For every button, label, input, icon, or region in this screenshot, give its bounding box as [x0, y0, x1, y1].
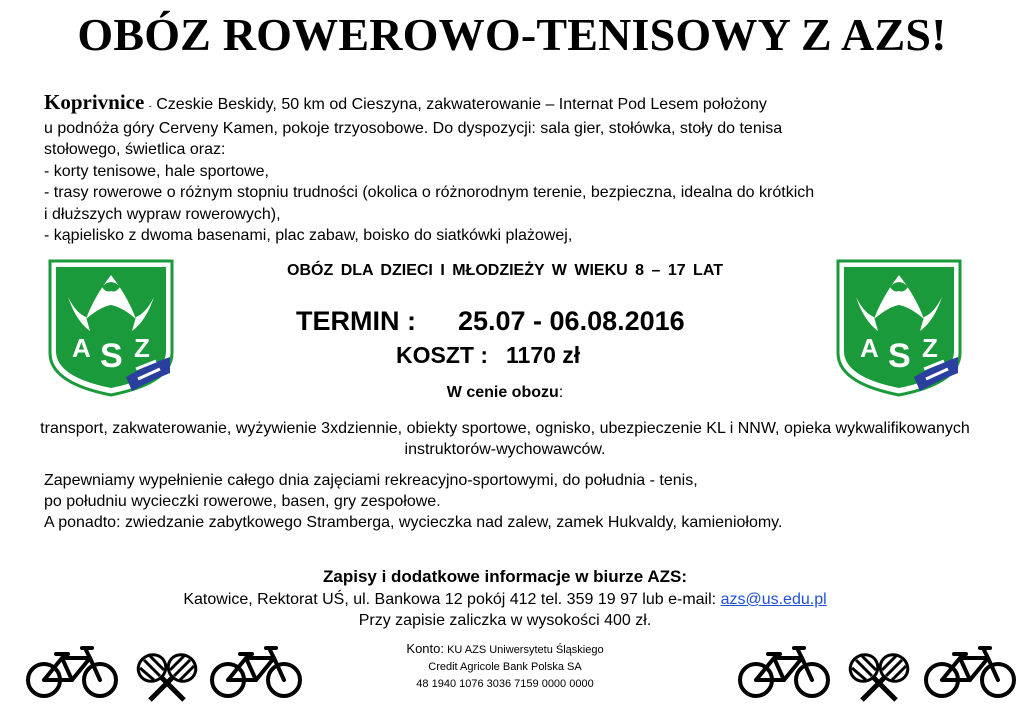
camp-subtitle: OBÓZ DLA DZIECI I MŁODZIEŻY W WIEKU 8 – 17 LAT	[287, 262, 723, 279]
page-title: OBÓZ ROWEROWO-TENISOWY Z AZS!	[77, 9, 947, 60]
account-label: Konto:	[406, 641, 444, 656]
logo-letter: Z	[922, 333, 938, 363]
intro-line: i dłuższych wypraw rowerowych),	[44, 205, 281, 223]
bicycle-icon	[24, 644, 120, 700]
logo-letter: Z	[134, 333, 150, 363]
logo-letter: A	[860, 333, 879, 363]
offer-line: Zapewniamy wypełnienie całego dnia zajęciami rekreacyjno-sportowymi, do południa - tenis,	[44, 472, 698, 489]
price-value: 1170 zł	[506, 342, 581, 368]
offer-line: A ponadto: zwiedzanie zabytkowego Stramberga, wycieczka nad zalew, zamek Hukvaldy, kamieniołomy.	[44, 514, 783, 531]
account-number: 48 1940 1076 3036 7159 0000 0000	[416, 678, 594, 690]
intro-line: Czeskie Beskidy, 50 km od Cieszyna, zakwaterowanie – Internat Pod Lesem położony	[156, 96, 767, 113]
place-name: Koprivnice	[44, 90, 145, 114]
intro-line: - trasy rowerowe o różnym stopniu trudności (okolica o różnorodnym terenie, bezpieczna, idealna do krótkich	[44, 184, 815, 201]
included-heading	[0, 384, 1010, 402]
signup-heading: Zapisy i dodatkowe informacje w biurze AZS:	[323, 567, 687, 586]
bicycle-icon	[736, 644, 832, 700]
dates-value: 25.07 - 06.08.2016	[457, 306, 685, 336]
contact-info	[0, 589, 1010, 631]
logo-letter: A	[72, 333, 91, 363]
deposit-note: Przy zapisie zaliczka w wysokości 400 zł.	[358, 612, 652, 629]
intro-line: - kąpielisko z dwoma basenami, plac zabaw, boisko do siatkówki plażowej,	[44, 227, 573, 244]
offer-paragraph	[44, 470, 984, 533]
intro-line: u podnóża góry Cerveny Kamen, pokoje trzyosobowe. Do dyspozycji: sala gier, stołówka, stoły do tenisa	[44, 119, 783, 137]
bicycle-icon	[922, 644, 1018, 700]
intro-paragraph	[44, 92, 984, 247]
logo-letter: S	[888, 337, 911, 375]
tennis-rackets-icon	[132, 652, 202, 704]
account-bank: Credit Agricole Bank Polska SA	[428, 661, 582, 673]
contact-address: Katowice, Rektorat UŚ, ul. Bankowa 12 pokój 412 tel. 359 19 97 lub e-mail:	[183, 591, 721, 608]
intro-line: stołowego, świetlica oraz:	[44, 141, 226, 158]
tennis-rackets-icon	[844, 652, 914, 704]
intro-dash: -	[148, 101, 152, 111]
intro-line: - korty tenisowe, hale sportowe,	[44, 162, 269, 180]
email-link[interactable]: azs@us.edu.pl	[720, 591, 827, 608]
offer-line: po południu wycieczki rowerowe, basen, gry zespołowe.	[44, 493, 441, 510]
bicycle-icon	[208, 644, 304, 700]
camp-price	[396, 342, 580, 369]
dates-label: TERMIN :	[296, 306, 416, 336]
camp-dates	[296, 306, 685, 337]
included-heading-text: W cenie obozu	[446, 384, 559, 401]
account-holder: KU AZS Uniwersytetu Śląskiego	[447, 644, 604, 656]
price-label: KOSZT :	[396, 342, 488, 368]
included-colon: :	[558, 384, 564, 401]
logo-letter: S	[100, 337, 123, 375]
included-list: transport, zakwaterowanie, wyżywienie 3xdziennie, obiekty sportowe, ognisko, ubezpieczenie KL i NNW, opieka wykwalifikowanych instruktorów-wychowawców.	[40, 420, 970, 458]
